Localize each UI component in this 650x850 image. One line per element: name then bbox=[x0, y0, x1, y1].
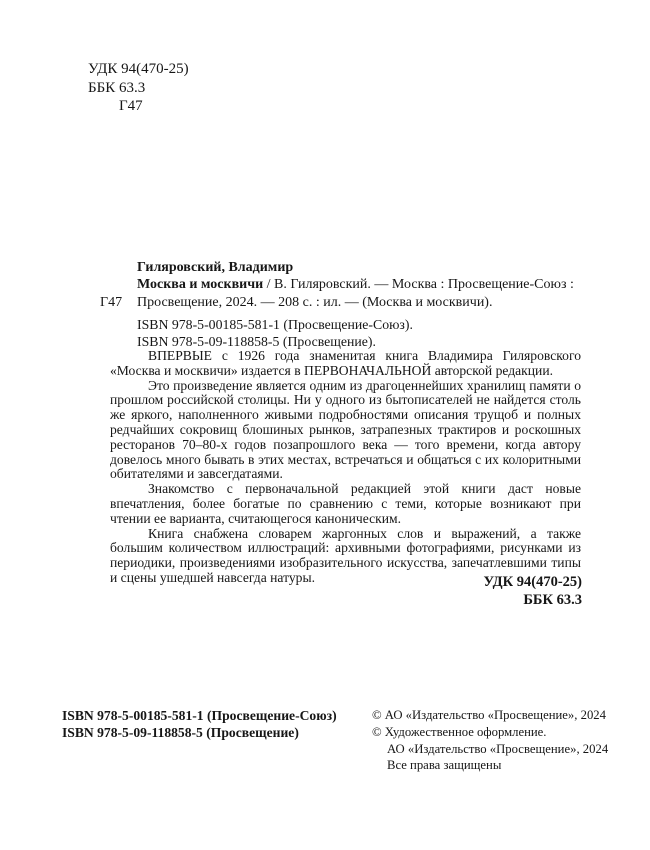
isbn-line: ISBN 978-5-09-118858-5 (Просвещение) bbox=[62, 725, 299, 740]
bottom-classification-codes bbox=[483, 574, 582, 609]
isbn-block-bottom bbox=[62, 707, 337, 741]
bbk-code: ББК 63.3 bbox=[88, 79, 146, 96]
author-line bbox=[137, 259, 587, 276]
book-title: Москва и москвичи bbox=[137, 277, 264, 293]
imprint-text: Просвещение, 2024. — 208 с. : ил. — (Москва и москвичи). bbox=[137, 294, 493, 310]
title-line bbox=[137, 276, 587, 293]
annotation-paragraph: ВПЕРВЫЕ с 1926 года знаменитая книга Владимира Гиляровского «Москва и москвичи» издается в ПЕРВОНАЧАЛЬНОЙ авторской редакции. bbox=[110, 348, 581, 378]
copyright-line: АО «Издательство «Просвещение», 2024 bbox=[387, 741, 609, 756]
copyright-line: © АО «Издательство «Просвещение», 2024 bbox=[372, 708, 606, 722]
copyright-line: © Художественное оформление. bbox=[372, 724, 547, 739]
annotation bbox=[110, 349, 581, 586]
annotation-paragraph: Знакомство с первоначальной редакцией этой книги даст новые впечатления, более богатые по сравнению с теми, которые возникают при чтении ее варианта, считающегося каноническим. bbox=[110, 481, 581, 526]
annotation-paragraph: Книга снабжена словарем жаргонных слов и выражений, а также большим количеством иллюстраций: архивными фотографиями, рисунками из периодики, произведениями изобразительного искусства, запечатлевшими типы и сцены ушедшей навсегда натуры. bbox=[110, 525, 581, 585]
top-classification-codes bbox=[88, 60, 189, 116]
isbn-line: ISBN 978-5-00185-581-1 (Просвещение-Союз). bbox=[137, 317, 413, 332]
author-sign-code: Г47 bbox=[119, 98, 143, 114]
udk-code: УДК 94(470-25) bbox=[88, 61, 189, 77]
isbn-block-top bbox=[137, 316, 413, 350]
copyright-block bbox=[372, 707, 608, 774]
imprint-line bbox=[100, 294, 587, 311]
author-name: Гиляровский, Владимир bbox=[137, 260, 294, 275]
cataloging-entry bbox=[100, 259, 587, 311]
isbn-line: ISBN 978-5-00185-581-1 (Просвещение-Союз) bbox=[62, 708, 337, 723]
title-statement: / В. Гиляровский. — Москва : Просвещение-Союз : bbox=[263, 277, 574, 293]
bbk-code: ББК 63.3 bbox=[523, 591, 582, 608]
udk-code: УДК 94(470-25) bbox=[483, 574, 582, 590]
copyright-line: Все права защищены bbox=[387, 758, 502, 773]
isbn-line: ISBN 978-5-09-118858-5 (Просвещение). bbox=[137, 334, 376, 349]
author-sign-label: Г47 bbox=[100, 294, 123, 310]
annotation-paragraph: Это произведение является одним из драгоценнейших хранилищ памяти о прошлом российской столицы. Ни у одного из бытописателей не найдется столь же яркого, наполненного живыми подробностями описания трущоб и полных редчайших сокровищ блошиных рынков, затрапезных трактиров и роскошных ресторанов 70–80-х годов позапрошлого века — того времени, когда автору довелось много бывать в этих местах, встречаться и общаться с их колоритными обитателями и завсегдатаями. bbox=[110, 377, 581, 482]
